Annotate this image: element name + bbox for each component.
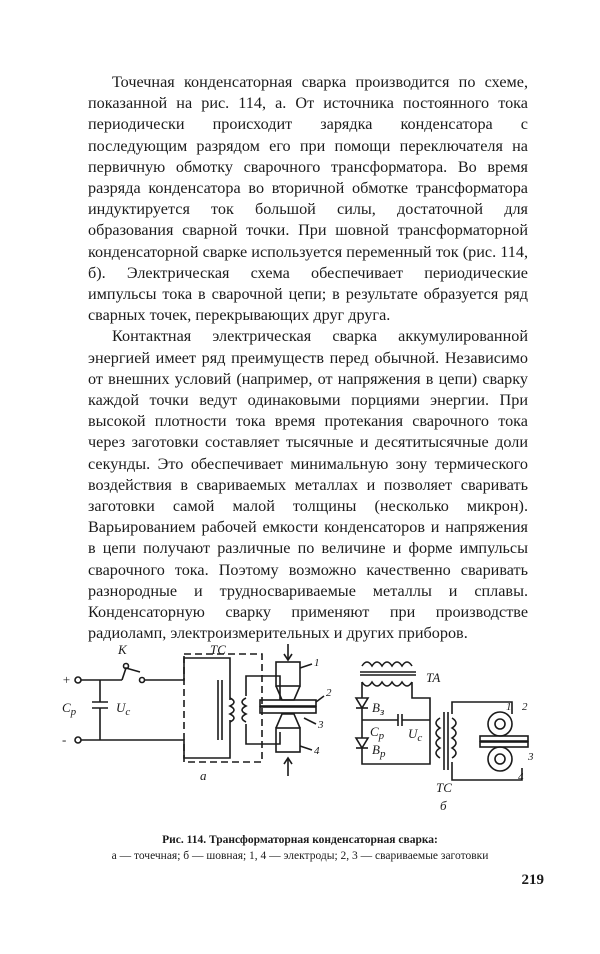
- roller-lower-hub: [495, 754, 505, 764]
- workpiece-upper: [260, 700, 316, 706]
- secondary-coil: [242, 698, 246, 722]
- roller-upper: [488, 712, 512, 736]
- schematic-a: [62, 642, 332, 783]
- tc-core-bars: [444, 712, 448, 770]
- secondary-wires: [246, 676, 280, 744]
- wire-bottom: [81, 720, 230, 758]
- switch-label: К: [118, 642, 127, 657]
- label-2-b: 2: [522, 701, 528, 713]
- paragraph-spot-welding: Точечная конденсаторная сварка производится по схеме, показанной на рис. 114, а. От источника постоянного тока периодически происходит зарядка конденсатора с последующим разрядом его при помощи переключателя на первичную обмотку сварочного трансформатора. Во время разряда конденсатора во вторичной обмотке трансформатора индуктируется ток большой силы, достаточной для образования сварной точки. При шовной трансформаторной конденсаторной сварке используется переменный ток (рис. 114, б). Электрическая схема обеспечивает периодические импульсы тока в сварочной цепи; в результате образуется ряд сварных точек, перекрывающих друг друга.: [88, 73, 528, 325]
- capacitor-plates: [92, 702, 108, 708]
- label-4-b: 4: [518, 771, 524, 783]
- core-bars: [218, 680, 222, 740]
- minus-terminal-label: -: [62, 732, 67, 747]
- leader-2: [316, 696, 324, 702]
- ta-core: [360, 672, 416, 675]
- transformer-label-b: ТС: [436, 780, 452, 795]
- caption-legend: а — точечная; б — шовная; 1, 4 — электроды; 2, 3 — свариваемые заготовки: [111, 850, 489, 862]
- plus-terminal-label: +: [62, 672, 71, 687]
- label-1-b: 1: [506, 701, 512, 713]
- label-3-a: 3: [318, 719, 324, 731]
- roller-upper-hub: [495, 719, 505, 729]
- diode-bp-label: $В_р$: [372, 742, 386, 760]
- voltage-b-label: $U_c$: [408, 726, 423, 744]
- leader-4: [300, 746, 312, 750]
- diode-bz-label: $В_з$: [372, 700, 385, 718]
- panel-label-b: б: [440, 798, 447, 813]
- caption-title: Рис. 114. Трансформаторная конденсаторная сварка:: [162, 834, 438, 846]
- voltage-label: $U_c$: [116, 700, 131, 718]
- workpiece-b-lower: [480, 742, 528, 747]
- lower-electrode-tip: [276, 714, 300, 728]
- ta-secondary-coil: [362, 682, 412, 686]
- schematic-b: [356, 662, 534, 813]
- switch-contact: [140, 678, 145, 683]
- body-text: [88, 72, 528, 644]
- leader-1: [300, 664, 312, 668]
- ta-label: ТА: [426, 670, 441, 685]
- switch-blade: [122, 668, 140, 680]
- figure-114: [60, 640, 540, 820]
- figure-caption: [60, 832, 540, 864]
- transformer-core-a: [184, 654, 262, 762]
- minus-terminal: [75, 737, 81, 743]
- ta-primary-coil: [362, 662, 412, 666]
- tc-secondary-coil: [452, 718, 456, 758]
- label-4-a: 4: [314, 745, 320, 757]
- plus-terminal: [75, 677, 81, 683]
- label-1-a: 1: [314, 657, 320, 669]
- diode-bp: [356, 738, 368, 748]
- capacitor-b-label: $C_р$: [370, 724, 385, 742]
- transformer-label-a: ТС: [210, 642, 226, 657]
- roller-lower: [488, 747, 512, 771]
- capacitor-label: $C_р$: [62, 700, 77, 718]
- label-3-b: 3: [528, 751, 534, 763]
- panel-label-a: а: [200, 768, 207, 783]
- label-2-a: 2: [326, 687, 332, 699]
- tc-primary-coil: [436, 718, 440, 758]
- workpiece-b-upper: [480, 736, 528, 741]
- paragraph-advantages: Контактная электрическая сварка аккумулированной энергией имеет ряд преимуществ перед обычной. Независимо от внешних условий (например, от напряжения в цепи) сварку каждой точки ведут одинаковыми порциями энергии. При высокой плотности тока время протекания сварочного тока через заготовки составляет тысячные и десятитысячные доли секунды. Это обеспечивает минимальную зону термического воздействия в свариваемых металлах и позволяет сваривать заготовки самой малой толщины (несколько микрон). Варьированием рабочей емкости конденсаторов и напряжения в цепи получают различные по величине и форме импульсы сварочного тока. Поэтому возможно качественно сваривать разнородные и трудносвариваемые металлы и сплавы. Конденсаторную сварку применяют при производстве радиоламп, электроизмерительных и других приборов.: [88, 327, 528, 643]
- page-number: 219: [521, 872, 544, 888]
- primary-coil: [230, 698, 234, 722]
- leader-3: [304, 718, 316, 724]
- workpiece-lower: [260, 707, 316, 713]
- diode-bz: [356, 698, 368, 708]
- welding-schematics: [60, 640, 540, 820]
